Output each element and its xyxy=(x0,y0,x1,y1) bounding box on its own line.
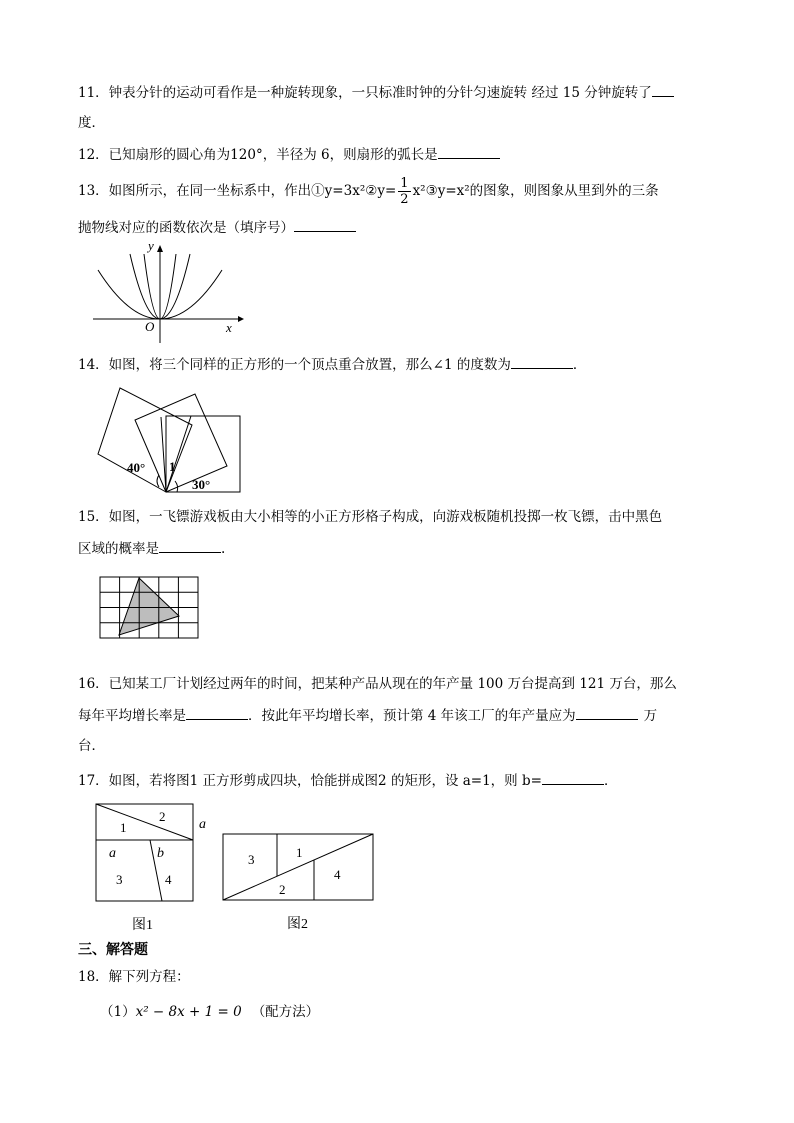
q14-squares-figure xyxy=(95,383,245,495)
q11-answer-blank[interactable] xyxy=(652,83,674,97)
origin-label: O xyxy=(145,319,155,334)
q16-text-b: 每年平均增长率是 xyxy=(78,708,186,724)
a-side-label: a xyxy=(199,817,206,832)
q16-line3 xyxy=(78,737,105,755)
x-label: x xyxy=(226,320,232,335)
q14-line xyxy=(78,355,586,374)
q16-line1 xyxy=(78,675,677,693)
angle-1-label: 1 xyxy=(169,459,176,474)
q13-frac-num: 1 xyxy=(400,176,409,191)
q13-answer-blank[interactable] xyxy=(294,218,356,232)
q12-text: 12．已知扇形的圆心角为120°，半径为 6，则扇形的弧长是 xyxy=(78,147,438,163)
q16-text-d: 万 xyxy=(643,708,658,724)
figure-2-caption: 图2 xyxy=(287,917,308,932)
square-edge-1 xyxy=(166,416,191,492)
y-axis-arrow-icon xyxy=(157,245,163,252)
q12-answer-blank[interactable] xyxy=(438,145,500,159)
q16-output-blank[interactable] xyxy=(576,706,638,720)
diagonal-cut xyxy=(96,804,193,840)
q11-text-end: 度． xyxy=(78,115,105,131)
x-axis-arrow-icon xyxy=(238,316,244,322)
piece-4-label: 4 xyxy=(165,872,172,887)
piece-4-label: 4 xyxy=(334,867,341,882)
q11-line2 xyxy=(78,114,105,132)
q12-line xyxy=(78,145,500,164)
q15-text-end: . xyxy=(221,541,226,557)
q14-text-end: ． xyxy=(572,357,587,373)
q13-frac-den: 2 xyxy=(400,192,409,207)
square-edge-2 xyxy=(161,417,166,492)
q17-answer-blank[interactable] xyxy=(542,771,604,785)
piece-3-label: 3 xyxy=(116,872,123,887)
q18-intro-line xyxy=(78,968,190,986)
q18-intro: 18．解下列方程： xyxy=(78,969,190,985)
figure-1-caption: 图1 xyxy=(132,918,153,933)
q17-text-end: ． xyxy=(603,773,618,789)
q13-text-b: x²③y=x²的图象，则图象从里到外的三条 xyxy=(412,183,659,199)
q13-line2 xyxy=(78,218,356,237)
section-3-title: 三、解答题 xyxy=(78,942,148,958)
a-inner-label: a xyxy=(109,846,116,861)
q16-text-end: 台． xyxy=(78,738,105,754)
piece-1-label: 1 xyxy=(296,845,303,860)
q11-line1 xyxy=(78,83,674,102)
q15-text-b: 区域的概率是 xyxy=(78,541,159,557)
q11-text: 11．钟表分针的运动可看作是一种旋转现象，一只标准时钟的分针匀速旋转 经过 15 分钟旋转了 xyxy=(78,85,652,101)
square-middle xyxy=(135,394,227,492)
angle-arc-left xyxy=(157,475,159,487)
q17-line xyxy=(78,771,617,790)
q15-dartboard-figure xyxy=(99,576,201,640)
q17-figure-2 xyxy=(221,832,377,934)
q15-text: 15．如图，一飞镖游戏板由大小相等的小正方形格子构成，向游戏板随机投掷一枚飞镖，击中黑色 xyxy=(78,509,663,525)
q17-text: 17．如图，若将图1 正方形剪成四块，恰能拼成图2 的矩形，设 a=1，则 b= xyxy=(78,773,542,789)
piece-2-label: 2 xyxy=(159,809,166,824)
square-left xyxy=(98,388,192,492)
rect-diagonal xyxy=(223,834,373,900)
q18-item1-equation: x² − 8x + 1 = 0 xyxy=(135,1004,242,1020)
q15-line1 xyxy=(78,508,662,526)
q17-figure-1 xyxy=(94,802,218,934)
q13-parabola-figure xyxy=(88,240,248,344)
q18-item1-method: （配方法） xyxy=(251,1004,320,1020)
q13-text-line2: 抛物线对应的函数依次是（填序号） xyxy=(78,220,294,236)
angle-30-label: 30° xyxy=(192,477,211,492)
y-label: y xyxy=(148,240,154,253)
q16-text: 16．已知某工厂计划经过两年的时间，把某种产品从现在的年产量 100 万台提高到 121 万台，那么 xyxy=(78,676,677,692)
q16-rate-blank[interactable] xyxy=(186,706,248,720)
piece-1-label: 1 xyxy=(120,820,127,835)
piece-3-label: 3 xyxy=(248,852,255,867)
section-title xyxy=(78,941,148,959)
shaded-triangle xyxy=(119,578,179,635)
q16-text-c: ．按此年平均增长率，预计第 4 年该工厂的年产量应为 xyxy=(248,708,576,724)
q15-line2 xyxy=(78,539,225,558)
q13-line1 xyxy=(78,176,659,207)
angle-40-label: 40° xyxy=(127,460,146,475)
q18-item1-label: （1） xyxy=(100,1004,136,1020)
q15-answer-blank[interactable] xyxy=(159,539,221,553)
q14-text: 14．如图，将三个同样的正方形的一个顶点重合放置，那么∠1 的度数为 xyxy=(78,357,511,373)
b-inner-label: b xyxy=(157,846,164,861)
q16-line2 xyxy=(78,706,657,725)
q13-fraction xyxy=(398,176,410,207)
angle-arc-right xyxy=(175,481,178,492)
q13-text-a: 13．如图所示，在同一坐标系中，作出①y=3x²②y= xyxy=(78,183,397,199)
piece-2-label: 2 xyxy=(279,882,286,897)
q18-item1-line xyxy=(100,1003,319,1021)
grid xyxy=(100,577,198,638)
q14-answer-blank[interactable] xyxy=(511,355,573,369)
